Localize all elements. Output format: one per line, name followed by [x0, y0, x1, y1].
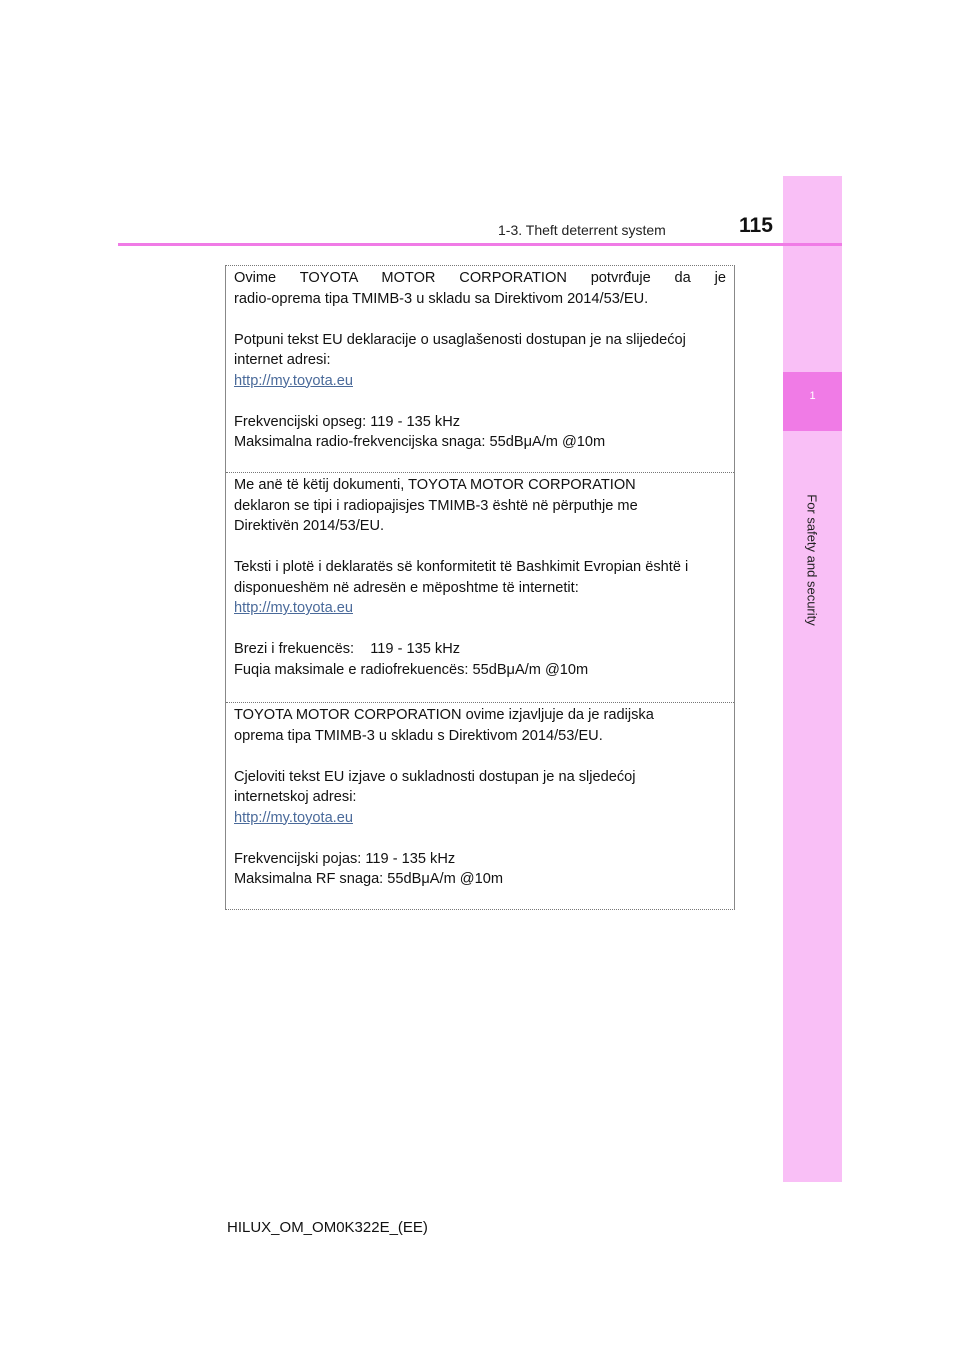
declaration-box: [225, 265, 735, 910]
statement-line: radio-oprema tipa TMIMB-3 u skladu sa Direktivom 2014/53/EU.: [234, 290, 649, 307]
page-number: 115: [739, 214, 773, 237]
chapter-label: For safety and security: [804, 494, 820, 626]
frequency-range: Brezi i frekuencës: 119 - 135 kHz: [234, 641, 461, 657]
statement-line: Direktivën 2014/53/EU.: [234, 518, 385, 534]
declaration-link[interactable]: http://my.toyota.eu: [234, 809, 353, 826]
frequency-range: Frekvencijski opseg: 119 - 135 kHz: [234, 413, 461, 430]
statement-line: TOYOTA MOTOR CORPORATION ovime izjavljuje da je radijska: [234, 707, 654, 723]
max-power: Fuqia maksimale e radiofrekuencës: 55dBμA/m @10m: [234, 661, 589, 678]
section-title: 1-3. Theft deterrent system: [498, 222, 666, 238]
declaration-croatian: [226, 702, 734, 890]
chapter-side-tab: [783, 176, 842, 1182]
statement-line: Ovime TOYOTA MOTOR CORPORATION potvrđuje da je: [234, 270, 726, 286]
fulltext-line: Cjeloviti tekst EU izjave o sukladnosti dostupan je na sljedećoj: [234, 768, 636, 785]
document-code: HILUX_OM_OM0K322E_(EE): [227, 1219, 428, 1236]
header-divider: [118, 243, 842, 246]
fulltext-line: Potpuni tekst EU deklaracije o usaglašenosti dostupan je na slijedećoj: [234, 331, 686, 348]
statement-line: Me anë të këtij dokumenti, TOYOTA MOTOR CORPORATION: [234, 477, 636, 493]
fulltext-line: Teksti i plotë i deklaratës së konformitetit të Bashkimit Evropian është i: [234, 559, 689, 575]
fulltext-line: disponueshëm në adresën e mëposhtme të internetit:: [234, 579, 579, 596]
statement-line: deklaron se tipi i radiopajisjes TMIMB-3 është në përputhje me: [234, 497, 638, 514]
declaration-link[interactable]: http://my.toyota.eu: [234, 600, 353, 616]
max-power: Maksimalna RF snaga: 55dBμA/m @10m: [234, 871, 503, 887]
declaration-link[interactable]: http://my.toyota.eu: [234, 372, 353, 389]
max-power: Maksimalna radio-frekvencijska snaga: 55dBμA/m @10m: [234, 434, 606, 450]
frequency-range: Frekvencijski pojas: 119 - 135 kHz: [234, 850, 456, 867]
fulltext-line: internetskoj adresi:: [234, 789, 357, 805]
statement-line: oprema tipa TMIMB-3 u skladu s Direktivom 2014/53/EU.: [234, 727, 603, 744]
chapter-number: 1: [809, 390, 816, 402]
declaration-bosnian: [226, 266, 734, 453]
fulltext-line: internet adresi:: [234, 352, 331, 368]
declaration-albanian: [226, 472, 734, 680]
